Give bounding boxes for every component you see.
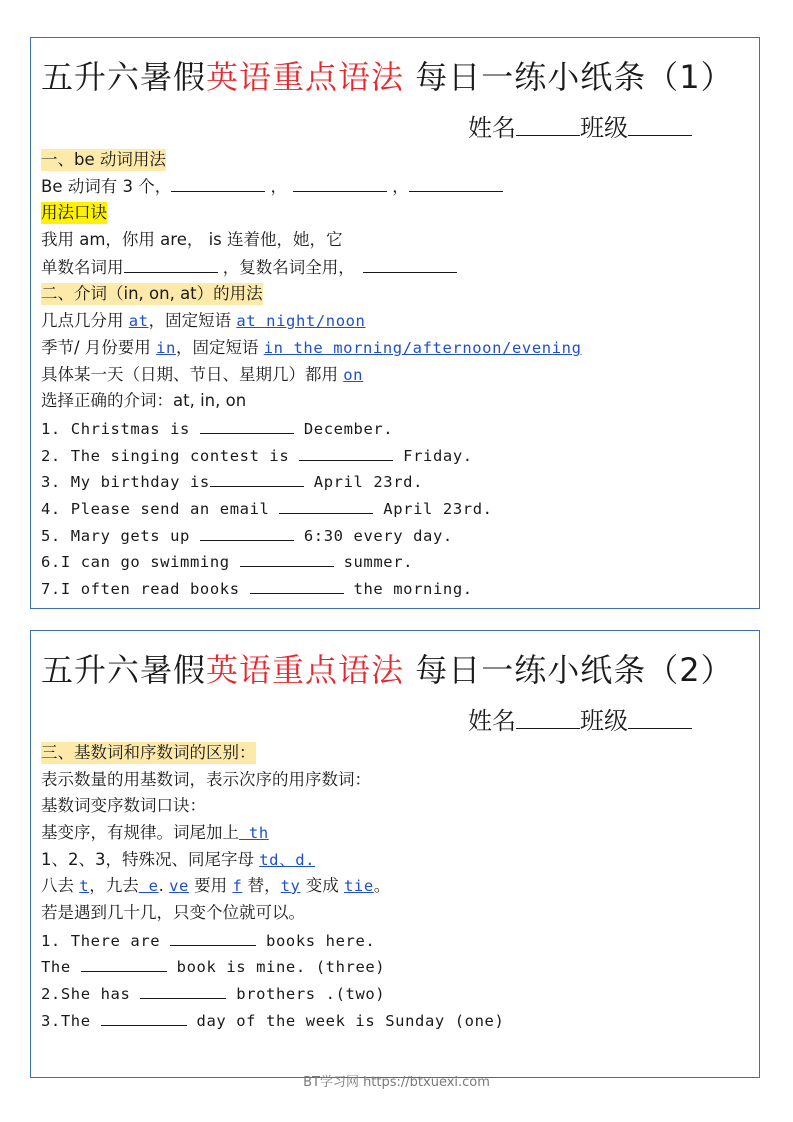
answer-blank[interactable] — [240, 550, 334, 567]
noun-rule-line: 单数名词用 ，复数名词全用， — [41, 256, 457, 279]
answer-blank[interactable] — [409, 175, 503, 192]
rule-line: 我用 am，你用 are， is 连着他，她，它 — [41, 230, 343, 249]
section-heading-be: 一、be 动词用法 — [41, 150, 166, 169]
answer-blank[interactable] — [200, 417, 294, 434]
question-1b: The book is mine. (three) — [41, 955, 385, 978]
question-1: 1. Christmas is December. — [41, 417, 393, 440]
footer-watermark: BT学习网 https://btxuexi.com — [303, 1075, 490, 1090]
answer-blank[interactable] — [81, 955, 167, 972]
question-7: 7.I often read books the morning. — [41, 577, 473, 600]
rule-line-6: 若是遇到几十几，只变个位就可以。 — [41, 903, 305, 922]
answer-blank[interactable] — [200, 524, 294, 541]
answer-blank[interactable] — [124, 256, 218, 273]
answer-blank[interactable] — [171, 175, 265, 192]
rule-line-1: 表示数量的用基数词，表示次序的用序数词： — [41, 770, 371, 789]
at-rule-line: 几点几分用 at，固定短语 at night/noon — [41, 311, 366, 330]
worksheet-card-2 — [30, 630, 760, 1078]
question-4: 4. Please send an email April 23rd. — [41, 497, 493, 520]
answer-blank[interactable] — [299, 444, 393, 461]
answer-blank[interactable] — [250, 577, 344, 594]
in-rule-line: 季节/ 月份要用 in，固定短语 in the morning/afternoon/evening — [41, 338, 582, 357]
rule-line-2: 基数词变序数词口诀： — [41, 796, 206, 815]
worksheet-card-1 — [30, 37, 760, 609]
name-class-row: 姓名 班级 — [468, 701, 692, 736]
answer-blank[interactable] — [363, 256, 457, 273]
usage-heading: 用法口诀 — [41, 203, 107, 222]
rule-line-5: 八去 t，九去 e. ve 要用 f 替，ty 变成 tie。 — [41, 876, 391, 895]
card-title: 五升六暑假英语重点语法 每日一练小纸条（1） — [41, 58, 734, 96]
question-3: 3.The day of the week is Sunday (one) — [41, 1009, 504, 1032]
exercise-instruction: 选择正确的介词：at, in, on — [41, 391, 247, 410]
be-verb-line: Be 动词有 3 个， ， ， — [41, 175, 503, 198]
name-field[interactable] — [516, 710, 580, 729]
section-heading-prep: 二、介词（in, on, at）的用法 — [41, 284, 263, 303]
class-field[interactable] — [628, 710, 692, 729]
question-2: 2.She has brothers .(two) — [41, 982, 385, 1005]
question-3: 3. My birthday is April 23rd. — [41, 470, 423, 493]
rule-line-4: 1、2、3，特殊况、同尾字母 td、d. — [41, 850, 316, 869]
question-5: 5. Mary gets up 6:30 every day. — [41, 524, 453, 547]
name-class-row: 姓名 班级 — [468, 108, 692, 143]
card-title: 五升六暑假英语重点语法 每日一练小纸条（2） — [41, 651, 734, 689]
answer-blank[interactable] — [210, 470, 304, 487]
section-heading-numbers: 三、基数词和序数词的区别： — [41, 743, 256, 762]
class-field[interactable] — [628, 117, 692, 136]
on-rule-line: 具体某一天（日期、节日、星期几）都用 on — [41, 365, 364, 384]
answer-blank[interactable] — [170, 929, 256, 946]
question-2: 2. The singing contest is Friday. — [41, 444, 473, 467]
answer-blank[interactable] — [293, 175, 387, 192]
question-6: 6.I can go swimming summer. — [41, 550, 413, 573]
answer-blank[interactable] — [279, 497, 373, 514]
answer-blank[interactable] — [101, 1009, 187, 1026]
answer-blank[interactable] — [140, 982, 226, 999]
rule-line-3: 基变序，有规律。词尾加上 th — [41, 823, 269, 842]
name-field[interactable] — [516, 117, 580, 136]
question-1: 1. There are books here. — [41, 929, 375, 952]
